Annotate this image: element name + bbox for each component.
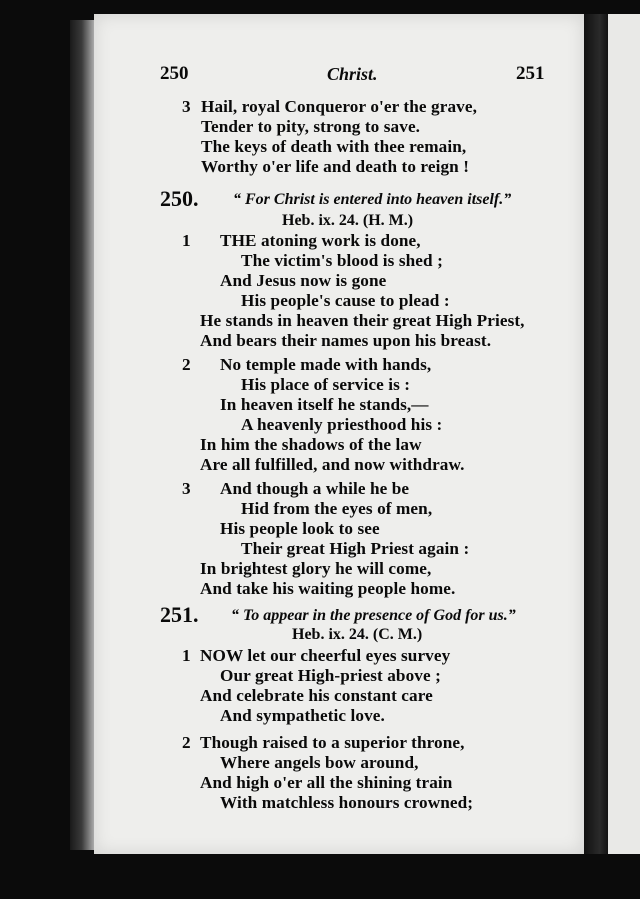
- verse-line: And take his waiting people home.: [200, 579, 456, 598]
- verse-line: His people's cause to plead :: [241, 291, 450, 310]
- verse-number: 2: [182, 733, 191, 752]
- verse-line: In heaven itself he stands,—: [220, 395, 429, 414]
- verse-line: His place of service is :: [241, 375, 411, 394]
- verse-line: With matchless honours crowned;: [220, 793, 474, 812]
- hymn-number: 250.: [160, 186, 199, 211]
- verse-line: Hid from the eyes of men,: [241, 499, 433, 518]
- verse-line: The keys of death with thee remain,: [201, 137, 467, 156]
- verse-line: Where angels bow around,: [220, 753, 419, 772]
- verse-line: And bears their names upon his breast.: [200, 331, 492, 350]
- verse-line: And sympathetic love.: [220, 706, 385, 725]
- page-gutter-shadow: [584, 14, 610, 854]
- verse-line: And though a while he be: [220, 479, 410, 498]
- verse-line: THE atoning work is done,: [220, 231, 421, 250]
- verse-line: Worthy o'er life and death to reign !: [201, 157, 470, 176]
- verse-line: Are all fulfilled, and now withdraw.: [200, 455, 465, 474]
- verse-line: In brightest glory he will come,: [200, 559, 432, 578]
- verse-line: In him the shadows of the law: [200, 435, 422, 454]
- verse-line: Though raised to a superior throne,: [200, 733, 465, 752]
- right-page-number: 251: [516, 63, 545, 84]
- book-spine-edge: [70, 20, 96, 850]
- hymn-epigraph: “ To appear in the presence of God for us.”: [231, 607, 516, 624]
- verse-line: Tender to pity, strong to save.: [201, 117, 421, 136]
- verse-number: 2: [182, 355, 191, 374]
- verse-line: Our great High-priest above ;: [220, 666, 441, 685]
- hymn-number: 251.: [160, 602, 199, 627]
- scripture-reference: Heb. ix. 24. (C. M.): [292, 626, 423, 643]
- verse-line: Their great High Priest again :: [241, 539, 470, 558]
- facing-page-edge: [608, 14, 640, 854]
- verse-line: A heavenly priesthood his :: [241, 415, 443, 434]
- verse-line: And Jesus now is gone: [220, 271, 387, 290]
- verse-number: 3: [182, 479, 191, 498]
- hymn-epigraph: “ For Christ is entered into heaven itself.”: [233, 191, 512, 208]
- verse-number: 1: [182, 231, 191, 250]
- verse-line: And high o'er all the shining train: [200, 773, 453, 792]
- verse-line: His people look to see: [220, 519, 380, 538]
- scripture-reference: Heb. ix. 24. (H. M.): [282, 212, 414, 229]
- verse-line: No temple made with hands,: [220, 355, 432, 374]
- verse-number: 3: [182, 97, 191, 116]
- verse-line: And celebrate his constant care: [200, 686, 433, 705]
- verse-number: 1: [182, 646, 191, 665]
- left-page-number: 250: [160, 63, 189, 84]
- verse-line: The victim's blood is shed ;: [241, 251, 443, 270]
- running-title: Christ.: [327, 64, 378, 84]
- verse-line: He stands in heaven their great High Priest,: [200, 311, 525, 330]
- verse-line: NOW let our cheerful eyes survey: [200, 646, 451, 665]
- verse-line: Hail, royal Conqueror o'er the grave,: [201, 97, 477, 116]
